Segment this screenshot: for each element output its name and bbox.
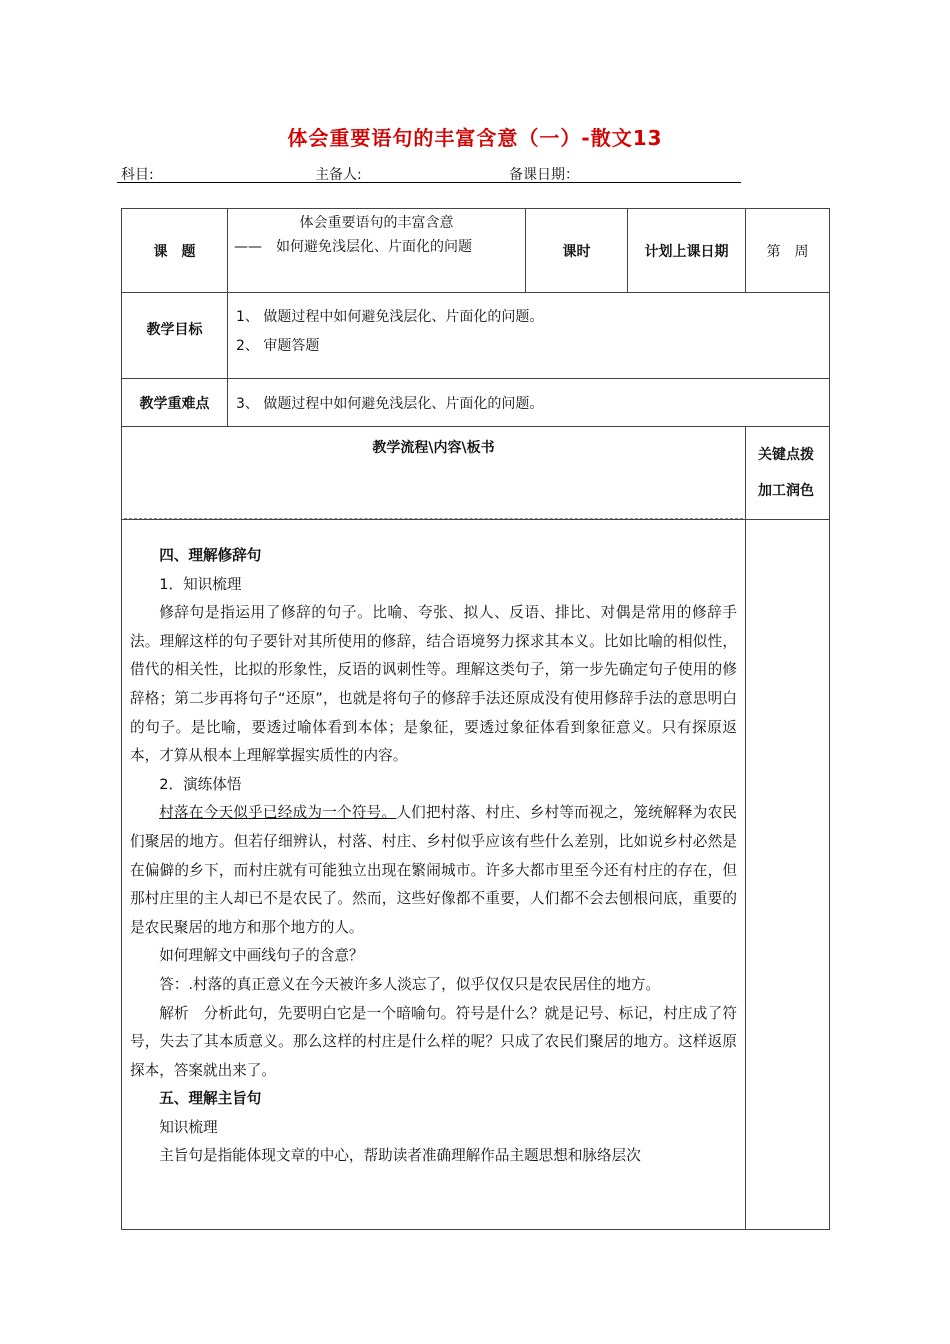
paragraph-rest: 人们把村落、村庄、乡村等而视之，笼统解释为农民们聚居的地方。但若仔细辨认，村落、村庄、乡村似乎应该有些什么差别，比如说乡村必然是在偏僻的乡下，而村庄就有可能独立出现在繁闹城市。许多大都市里至今还有村庄的存在，但那村庄里的主人却已不是农民了。然而，这些好像都不重要，人们都不会去刨根问底，重要的是农民聚居的地方和那个地方的人。 <box>130 804 737 936</box>
week-label: 第 周 <box>746 209 830 293</box>
analysis: 解析 分析此句，先要明白它是一个暗喻句。符号是什么？就是记号、标记，村庄成了符号，失去了其本质意义。那么这样的村庄是什么样的呢？只成了农民们聚居的地方。这样返原探本，答案就出来了。 <box>130 1004 737 1079</box>
goal-cell <box>228 293 830 379</box>
paragraph: 修辞句是指运用了修辞的句子。比喻、夸张、拟人、反语、排比、对偶是常用的修辞手法。理解这样的句子要针对其所使用的修辞，结合语境努力探求其本义。比如比喻的相似性，借代的相关性，比拟的形象性，反语的讽刺性等。理解这类句子，第一步先确定句子使用的修辞格；第二步再将句子“还原”，也就是将句子的修辞手法还原成没有使用修辞手法的意思明白的句子。是比喻，要透过喻体看到本体；是象征，要透过象征体看到象征意义。只有探原返本，才算从根本上理解掌握实质性的内容。 <box>130 604 737 765</box>
key-text: 3、 做题过程中如何避免浅层化、片面化的问题。 <box>228 379 830 427</box>
side-label-2: 加工润色 <box>758 483 814 499</box>
topic-line2: —— 如何避免浅层化、片面化的问题 <box>234 239 472 255</box>
subheading: 知识梳理 <box>159 1118 218 1136</box>
lesson-table <box>121 208 830 1230</box>
date-label: 备课日期： <box>509 167 579 183</box>
page-title: 体会重要语句的丰富含意（一）-散文13 <box>287 126 663 150</box>
paragraph <box>130 799 737 942</box>
dashed-divider <box>124 518 743 519</box>
answer: 答：.村落的真正意义在今天被许多人淡忘了，似乎仅仅只是农民居住的地方。 <box>159 975 661 993</box>
goal-item: 1、 做题过程中如何避免浅层化、片面化的问题。 <box>236 309 544 325</box>
section-heading: 四、理解修辞句 <box>159 547 262 564</box>
subject-label: 科目: <box>121 167 154 183</box>
topic-line1: 体会重要语句的丰富含意 <box>299 215 454 231</box>
topic-cell <box>228 209 526 293</box>
paragraph: 主旨句是指能体现文章的中心，帮助读者准确理解作品主题思想和脉络层次 <box>159 1147 641 1165</box>
plan-date-label: 计划上课日期 <box>628 209 746 293</box>
flow-label: 教学流程\内容\板书 <box>372 440 495 456</box>
side-label-1: 关键点拨 <box>758 447 814 463</box>
side-header <box>746 427 830 520</box>
section-heading: 五、理解主旨句 <box>159 1090 262 1108</box>
meta-line <box>117 164 741 183</box>
subheading: 1．知识梳理 <box>159 575 242 593</box>
subheading: 2．演练体悟 <box>159 775 242 793</box>
flow-header <box>122 427 746 520</box>
period-label: 课时 <box>526 209 628 293</box>
topic-label: 课 题 <box>122 209 228 293</box>
goal-item: 2、 审题答题 <box>236 338 320 354</box>
question: 如何理解文中画线句子的含意？ <box>159 947 364 965</box>
preparer-label: 主备人: <box>315 167 362 183</box>
flow-content <box>122 520 746 1230</box>
underlined-sentence: 村落在今天似乎已经成为一个符号。 <box>159 804 397 822</box>
side-notes <box>746 520 830 1230</box>
key-label: 教学重难点 <box>122 379 228 427</box>
goal-label: 教学目标 <box>122 293 228 379</box>
